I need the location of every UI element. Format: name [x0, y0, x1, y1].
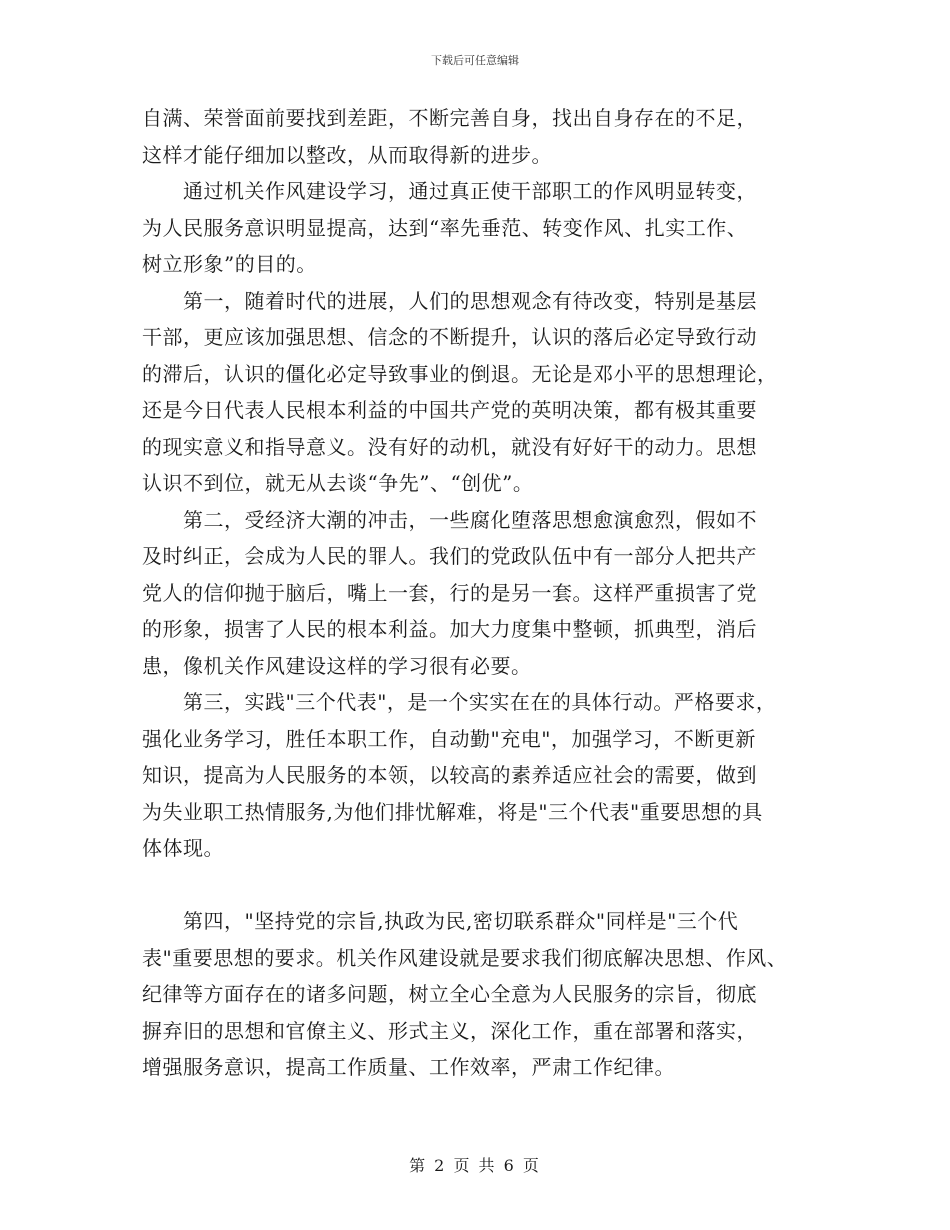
blank-line	[142, 867, 822, 904]
text-line: 树立形象”的目的。	[142, 252, 317, 276]
text-line: 纪律等方面存在的诸多问题，树立全心全意为人民服务的宗旨，彻底	[142, 982, 757, 1006]
text-line: 党人的信仰抛于脑后，嘴上一套，行的是另一套。这样严重损害了党	[142, 580, 757, 605]
text-line: 强化业务学习，胜任本职工作，自动勤"充电"，加强学习，不断更新	[142, 726, 756, 751]
text-line: 患，像机关作风建设这样的学习很有必要。	[142, 653, 532, 678]
page-footer: 第 2 页 共 6 页	[409, 1156, 541, 1175]
document-body	[142, 100, 822, 1086]
text-line: 的滞后，认识的僵化必定导致事业的倒退。无论是邓小平的思想理论，	[142, 361, 778, 386]
text-line: 第四，"坚持党的宗旨,执政为民,密切联系群众"同样是"三个代	[142, 909, 739, 933]
text-line: 为失业职工热情服务,为他们排忧解难，将是"三个代表"重要思想的具	[142, 799, 763, 824]
text-line: 体体现。	[142, 836, 224, 860]
text-line: 第三，实践"三个代表"，是一个实实在在的具体行动。严格要求，	[142, 690, 777, 714]
text-line: 通过机关作风建设学习，通过真正使干部职工的作风明显转变，	[142, 179, 757, 203]
text-line: 还是今日代表人民根本利益的中国共产党的英明决策，都有极其重要	[142, 398, 757, 422]
text-line: 知识，提高为人民服务的本领，以较高的素养适应社会的需要，做到	[142, 763, 757, 787]
text-line: 为人民服务意识明显提高，达到“率先垂范、转变作风、扎实工作、	[142, 215, 748, 240]
text-line: 第一，随着时代的进展，人们的思想观念有待改变，特别是基层	[142, 288, 757, 313]
text-line: 第二，受经济大潮的冲击，一些腐化堕落思想愈演愈烈，假如不	[142, 507, 757, 532]
paragraph	[142, 867, 822, 1086]
text-line: 认识不到位，就无从去谈“争先”、“创优”。	[142, 471, 534, 495]
paragraph	[142, 502, 822, 685]
text-line: 表"重要思想的要求。机关作风建设就是要求我们彻底解决思想、作风、	[142, 945, 788, 970]
paragraph	[142, 100, 822, 173]
text-line: 的现实意义和指导意义。没有好的动机，就没有好好干的动力。思想	[142, 434, 757, 459]
paragraph	[142, 684, 822, 867]
text-line: 及时纠正，会成为人民的罪人。我们的党政队伍中有一部分人把共产	[142, 544, 757, 568]
paragraph	[142, 283, 822, 502]
page-header: 下载后可任意编辑	[431, 54, 519, 67]
text-line: 干部，更应该加强思想、信念的不断提升，认识的落后必定导致行动	[142, 325, 757, 349]
paragraph	[142, 173, 822, 283]
text-line: 这样才能仔细加以整改，从而取得新的进步。	[142, 142, 552, 167]
text-line: 摒弃旧的思想和官僚主义、形式主义，深化工作，重在部署和落实，	[142, 1018, 757, 1043]
text-line: 的形象，损害了人民的根本利益。加大力度集中整顿，抓典型，消后	[142, 617, 757, 641]
text-line: 自满、荣誉面前要找到差距，不断完善自身，找出自身存在的不足，	[142, 106, 757, 130]
text-line: 增强服务意识，提高工作质量、工作效率，严肃工作纪律。	[142, 1055, 675, 1079]
